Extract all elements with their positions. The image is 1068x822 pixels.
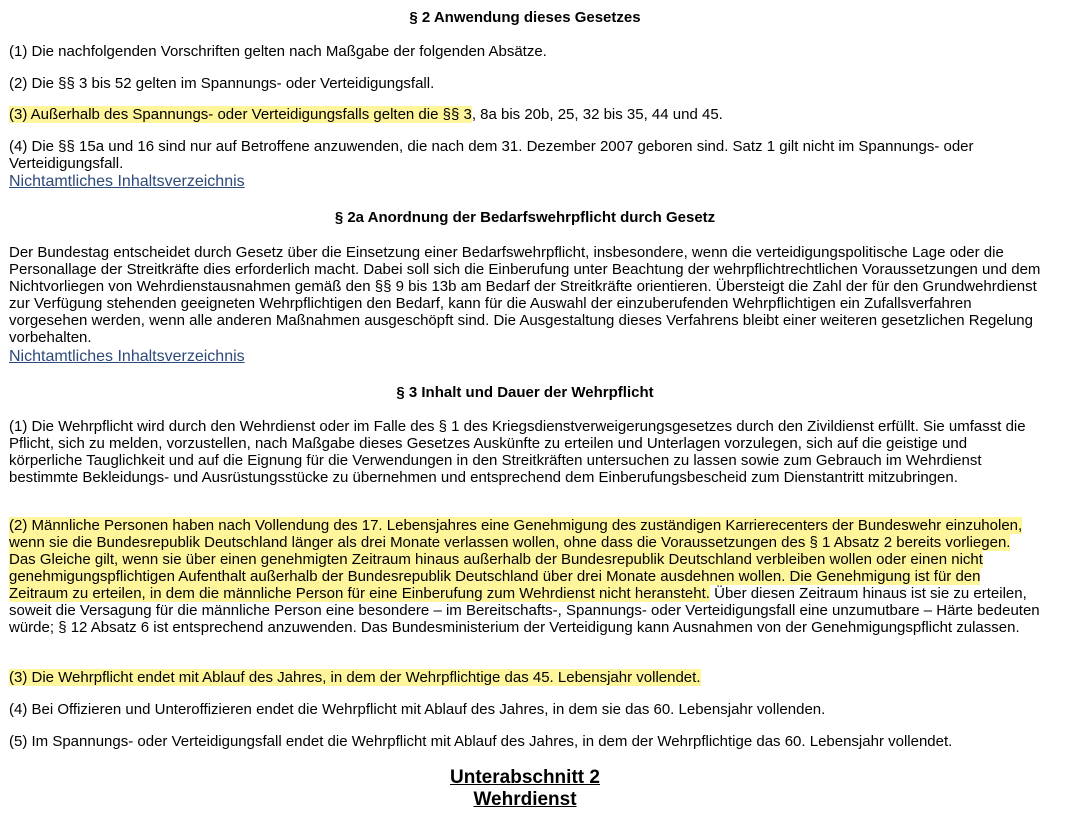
paragraph-3-1: (1) Die Wehrpflicht wird durch den Wehrdienst oder im Falle des § 1 des Kriegsdienstverweigerungsgesetzes durch den Zivildienst erfüllt. Sie umfasst die Pflicht, sich zu melden, vorzustellen, nach Maßgabe dieses Gesetzes Auskünfte zu erteilen und Unterlagen vorzulegen, sich auf die geistige und körperliche Tauglichkeit und auf die Eignung für die Verwendungen in den Streitkräften untersuchen zu lassen sowie zum Gebrauch im Wehrdienst bestimmte Bekleidungs- und Ausrüstungsstücke zu übernehmen und entsprechend dem Einberufungsbescheid zum Dienstantritt mitzubringen. bbox=[9, 418, 1026, 486]
section-heading-2a: § 2a Anordnung der Bedarfswehrpflicht durch Gesetz bbox=[334, 209, 716, 226]
toc-link[interactable]: Nichtamtliches Inhaltsverzeichnis bbox=[9, 348, 245, 365]
section-heading-2: § 2 Anwendung dieses Gesetzes bbox=[409, 9, 641, 26]
paragraph-2-1: (1) Die nachfolgenden Vorschriften gelten nach Maßgabe der folgenden Absätze. bbox=[9, 43, 547, 60]
subsection-heading bbox=[9, 767, 1041, 811]
highlighted-text: (2) Männliche Personen haben nach Vollendung des 17. Lebensjahres eine Genehmigung des zuständigen Karrierecenters der Bundeswehr einzuholen, wenn sie die Bundesrepublik Deutschland länger als drei Monate verlassen wollen, ohne dass die Voraussetzungen des § 1 Absatz 2 bereits vorliegen. Das Gleiche gilt, wenn sie über einen genehmigten Zeitraum hinaus außerhalb der Bundesrepublik Deutschland verbleiben wollen oder einen nicht genehmigungspflichtigen Aufenthalt außerhalb der Bundesrepublik Deutschland über drei Monate ausdehnen wollen. Die Genehmigung ist für den Zeitraum zu erteilen, in dem die männliche Person für eine Einberufung zum Wehrdienst nicht heransteht. bbox=[9, 517, 1023, 602]
paragraph-3-5: (5) Im Spannungs- oder Verteidigungsfall endet die Wehrpflicht mit Ablauf des Jahres, in dem der Wehrpflichtige das 60. Lebensjahr vollendet. bbox=[9, 733, 953, 750]
subsection-number: Unterabschnitt 2 bbox=[450, 767, 600, 788]
toc-link[interactable]: Nichtamtliches Inhaltsverzeichnis bbox=[9, 173, 245, 190]
paragraph-2a: Der Bundestag entscheidet durch Gesetz über die Einsetzung einer Bedarfswehrpflicht, insbesondere, wenn die verteidigungspolitische Lage oder die Personallage der Streitkräfte dies erforderlich macht. Dabei soll sich die Einberufung unter Beachtung der wehrpflichtrechtlichen Voraussetzungen und dem Nichtvorliegen von Wehrdienstausnahmen gemäß den §§ 9 bis 13b am Bedarf der Streitkräfte orientieren. Übersteigt die Zahl der für den Grundwehrdienst zur Verfügung stehenden geeigneten Wehrpflichtigen den Bedarf, kann für die Auswahl der einzuberufenden Wehrpflichtigen ein Zufallsverfahren vorgesehen werden, wenn alle anderen Maßnahmen ausgeschöpft sind. Die Ausgestaltung dieses Verfahrens bleibt einer weiteren gesetzlichen Regelung vorbehalten. bbox=[9, 244, 1041, 346]
paragraph-2-2: (2) Die §§ 3 bis 52 gelten im Spannungs- oder Verteidigungsfall. bbox=[9, 75, 435, 92]
paragraph-3-2 bbox=[9, 517, 1041, 636]
highlighted-text: (3) Die Wehrpflicht endet mit Ablauf des Jahres, in dem der Wehrpflichtige das 45. Lebensjahr vollendet. bbox=[9, 669, 701, 686]
paragraph-3-3 bbox=[9, 669, 1041, 686]
paragraph-text: Über diesen Zeitraum hinaus ist sie zu erteilen, soweit die Versagung für die männliche Person eine besondere – im Bereitschafts-, Spannungs- oder Verteidigungsfall eine unzumutbare – Härte bedeuten würde; § 12 Absatz 6 ist entsprechend anzuwenden. Das Bundesministerium der Verteidigung kann Ausnahmen von der Genehmigungspflicht zulassen. bbox=[9, 585, 1040, 636]
paragraph-text: , 8a bis 20b, 25, 32 bis 35, 44 und 45. bbox=[471, 106, 723, 123]
paragraph-3-4: (4) Bei Offizieren und Unteroffizieren endet die Wehrpflicht mit Ablauf des Jahres, in dem sie das 60. Lebensjahr vollenden. bbox=[9, 701, 826, 718]
section-heading-3: § 3 Inhalt und Dauer der Wehrpflicht bbox=[396, 384, 654, 401]
paragraph-2-4: (4) Die §§ 15a und 16 sind nur auf Betroffene anzuwenden, die nach dem 31. Dezember 2007 geboren sind. Satz 1 gilt nicht im Spannungs- oder Verteidigungsfall. bbox=[9, 138, 974, 172]
highlighted-text: (3) Außerhalb des Spannungs- oder Verteidigungsfalls gelten die §§ 3 bbox=[9, 106, 472, 123]
paragraph-2-3 bbox=[9, 106, 1041, 123]
subsection-title: Wehrdienst bbox=[473, 789, 577, 810]
